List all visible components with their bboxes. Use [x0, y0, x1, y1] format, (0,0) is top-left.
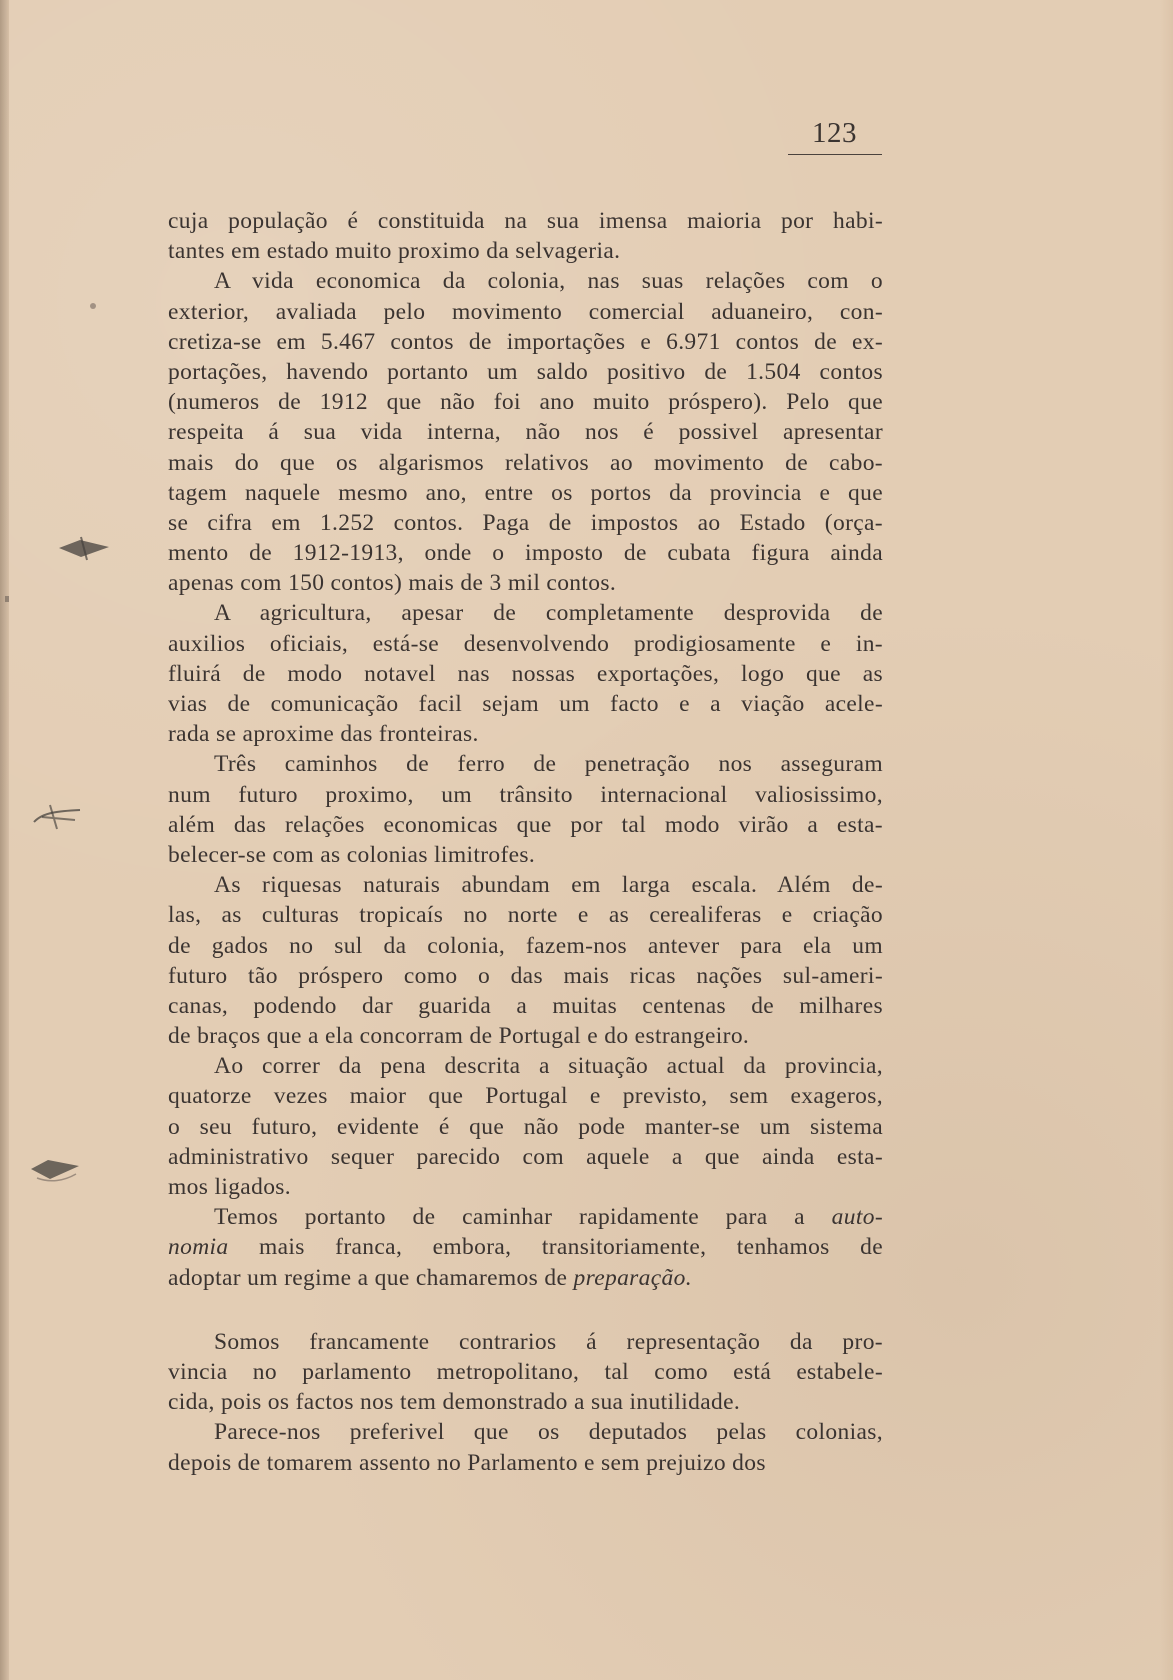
body-line: auxilios oficiais, está-se desenvolvendo prodigiosamente e in- [168, 630, 883, 657]
body-line: tagem naquele mesmo ano, entre os portos da provincia e que [168, 479, 883, 506]
body-line: tantes em estado muito proximo da selvageria. [168, 238, 621, 265]
body-line: o seu futuro, evidente é que não pode manter-se um sistema [168, 1113, 883, 1140]
body-line-with-emphasis [168, 1232, 883, 1262]
body-line: las, as culturas tropicaís no norte e as cerealiferas e criação [168, 902, 883, 929]
body-line: mos ligados. [168, 1174, 292, 1200]
body-line-text: adoptar um regime a que chamaremos de [168, 1264, 574, 1291]
body-line: A agricultura, apesar de completamente desprovida de [214, 600, 883, 627]
body-line: exterior, avaliada pelo movimento comercial aduaneiro, con- [168, 298, 883, 325]
body-line: fluirá de modo notavel nas nossas exportações, logo que as [168, 660, 883, 687]
margin-mark-icon [28, 1150, 83, 1191]
body-line: belecer-se com as colonias limitrofes. [168, 841, 536, 868]
margin-dot-icon [90, 303, 96, 309]
body-line: Parece-nos preferivel que os deputados pelas colonias, [214, 1419, 883, 1446]
margin-mark-icon [30, 795, 88, 842]
body-line: (numeros de 1912 que não foi ano muito próspero). Pelo que [168, 389, 883, 416]
body-line: apenas com 150 contos) mais de 3 mil contos. [168, 570, 617, 597]
body-line: mento de 1912-1913, onde o imposto de cubata figura ainda [168, 540, 883, 567]
body-line-with-emphasis [168, 1202, 883, 1232]
body-line: Somos francamente contrarios á representação da pro- [214, 1328, 883, 1355]
body-line: se cifra em 1.252 contos. Paga de impostos ao Estado (orça- [168, 509, 883, 536]
emphasis-text: preparação. [573, 1264, 692, 1291]
body-line: de gados no sul da colonia, fazem-nos antever para ela um [168, 932, 883, 959]
body-line: Três caminhos de ferro de penetração nos asseguram [214, 751, 883, 778]
body-line: cida, pois os factos nos tem demonstrado a sua inutilidade. [168, 1389, 741, 1416]
body-line: respeita á sua vida interna, não nos é possivel apresentar [168, 419, 883, 446]
body-line-text: Temos portanto de caminhar rapidamente para a [214, 1204, 805, 1231]
body-line: cretiza-se em 5.467 contos de importações e 6.971 contos de ex- [168, 328, 883, 355]
body-line: cuja população é constituida na sua imensa maioria por habi- [168, 208, 883, 234]
paragraph-gap [168, 1293, 883, 1327]
body-line: administrativo sequer parecido com aquele a que ainda esta- [168, 1143, 883, 1170]
page-number: 123 [812, 117, 857, 149]
body-line: depois de tomarem assento no Parlamento e sem prejuizo dos [168, 1449, 766, 1476]
body-line: rada se aproxime das fronteiras. [168, 721, 479, 748]
body-line: além das relações economicas que por tal modo virão a esta- [168, 811, 883, 838]
body-line: canas, podendo dar guarida a muitas centenas de milhares [168, 992, 883, 1019]
page-number-rule [788, 154, 882, 155]
body-line-text: mais franca, embora, transitoriamente, tenhamos de [228, 1234, 883, 1261]
body-line: vias de comunicação facil sejam um facto e a viação acele- [168, 691, 883, 717]
margin-mark-icon [56, 530, 114, 571]
body-text [168, 206, 883, 1478]
body-line: A vida economica da colonia, nas suas relações com o [214, 268, 883, 295]
body-line: futuro tão próspero como o das mais ricas nações sul-ameri- [168, 962, 883, 989]
body-line: de braços que a ela concorram de Portugal e do estrangeiro. [168, 1023, 750, 1050]
body-line: portações, havendo portanto um saldo positivo de 1.504 contos [168, 358, 883, 385]
body-line-with-emphasis [168, 1263, 883, 1293]
body-line: vincia no parlamento metropolitano, tal como está estabele- [168, 1358, 883, 1385]
body-line: num futuro proximo, um trânsito internacional valiosissimo, [168, 781, 883, 808]
emphasis-text: auto- [831, 1204, 883, 1231]
body-line: mais do que os algarismos relativos ao movimento de cabo- [168, 449, 883, 476]
body-line: Ao correr da pena descrita a situação actual da provincia, [214, 1053, 883, 1080]
book-spine-shadow [0, 0, 9, 1680]
body-line: quatorze vezes maior que Portugal e previsto, sem exageros, [168, 1083, 883, 1110]
body-line: As riquesas naturais abundam em larga escala. Além de- [214, 872, 883, 899]
emphasis-text: nomia [168, 1234, 229, 1261]
